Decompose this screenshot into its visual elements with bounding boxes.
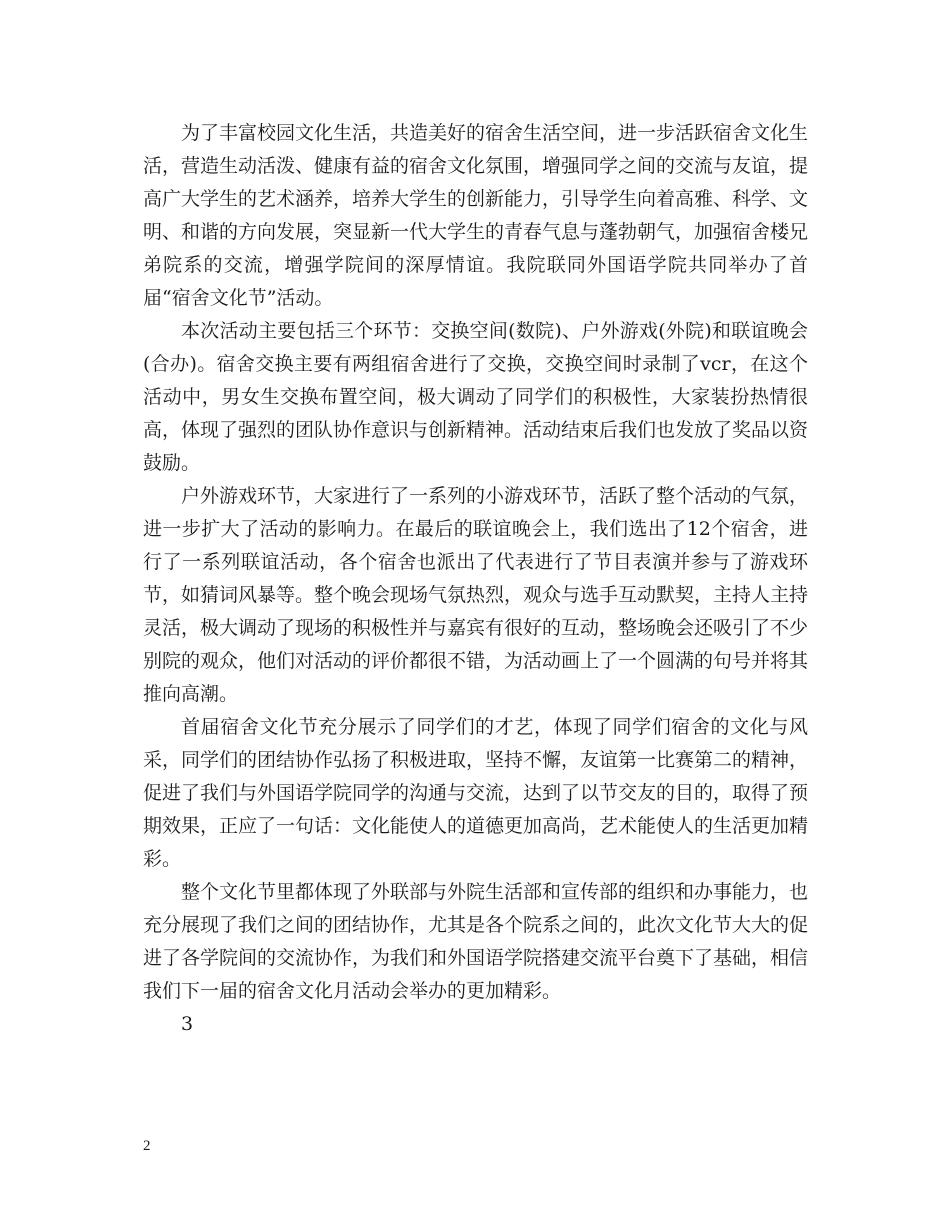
paragraph-outdoor-games: 户外游戏环节，大家进行了一系列的小游戏环节，活跃了整个活动的气氛，进一步扩大了活动的影响力。在最后的联谊晚会上，我们选出了12个宿舍，进行了一系列联谊活动，各个宿舍也派出了代表进行了节目表演并参与了游戏环节，如猜词风暴等。整个晚会现场气氛热烈，观众与选手互动默契，主持人主持灵活，极大调动了现场的积极性并与嘉宾有很好的互动，整场晚会还吸引了不少别院的观众，他们对活动的评价都很不错，为活动画上了一个圆满的句号并将其推向高潮。 bbox=[143, 485, 809, 705]
paragraph-activity-overview: 本次活动主要包括三个环节：交换空间(数院)、户外游戏(外院)和联谊晚会(合办)。宿舍交换主要有两组宿舍进行了交换，交换空间时录制了vcr，在这个活动中，男女生交换布置空间，极大调动了同学们的积极性，大家装扮热情很高，体现了强烈的团队协作意识与创新精神。活动结束后我们也发放了奖品以资鼓励。 bbox=[143, 320, 809, 474]
paragraph-festival-summary: 首届宿舍文化节充分展示了同学们的才艺，体现了同学们宿舍的文化与风采，同学们的团结协作弘扬了积极进取，坚持不懈，友谊第一比赛第二的精神，促进了我们与外国语学院同学的沟通与交流，达到了以节交友的目的，取得了预期效果，正应了一句话：文化能使人的道德更加高尚，艺术能使人的生活更加精彩。 bbox=[143, 716, 809, 870]
document-body bbox=[143, 117, 808, 1041]
paragraph-number: 3 bbox=[181, 1013, 194, 1035]
page-number: 2 bbox=[143, 1138, 151, 1154]
paragraph-conclusion: 整个文化节里都体现了外联部与外院生活部和宣传部的组织和办事能力，也充分展现了我们之间的团结协作，尤其是各个院系之间的，此次文化节大大的促进了各学院间的交流协作，为我们和外国语学院搭建交流平台奠下了基础，相信我们下一届的宿舍文化月活动会举办的更加精彩。 bbox=[143, 881, 809, 1002]
paragraph-intro: 为了丰富校园文化生活，共造美好的宿舍生活空间，进一步活跃宿舍文化生活，营造生动活泼、健康有益的宿舍文化氛围，增强同学之间的交流与友谊，提高广大学生的艺术涵养，培养大学生的创新能力，引导学生向着高雅、科学、文明、和谐的方向发展，突显新一代大学生的青春气息与蓬勃朝气，加强宿舍楼兄弟院系的交流，增强学院间的深厚情谊。我院联同外国语学院共同举办了首届“宿舍文化节”活动。 bbox=[143, 122, 809, 309]
